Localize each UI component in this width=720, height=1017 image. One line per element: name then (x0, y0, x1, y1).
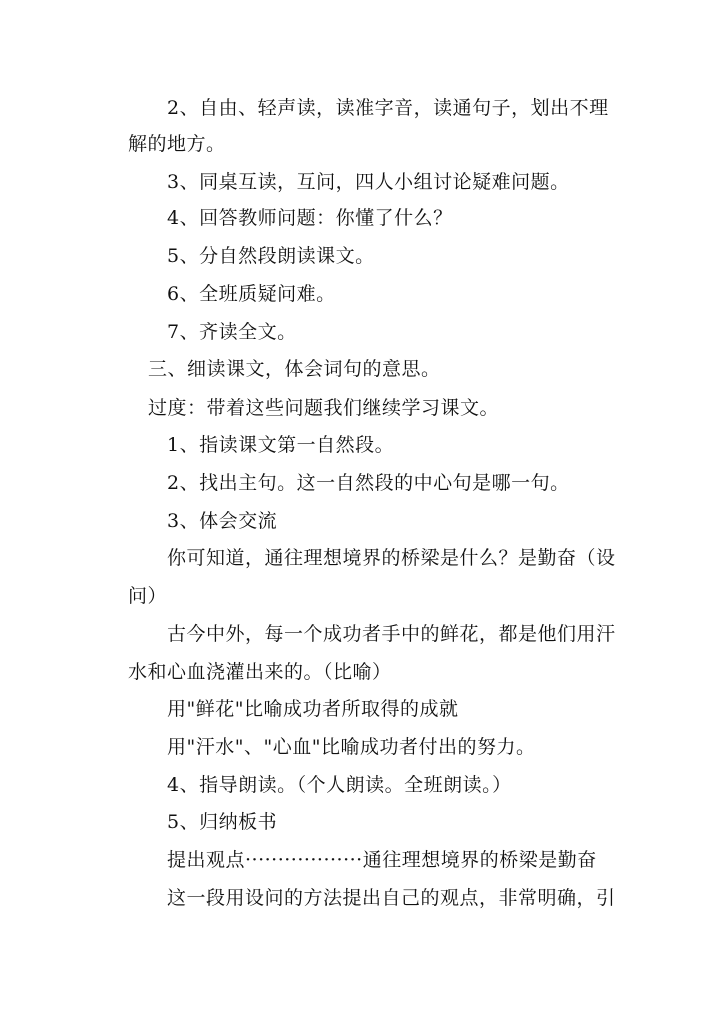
step-2-line-2: 解的地方。 (128, 133, 226, 155)
step-4-line: 4、回答教师问题：你懂了什么？ (167, 207, 453, 229)
metaphor-line-2: 水和心血浇灌出来的。（比喻） (128, 661, 392, 683)
question-line-2: 问） (128, 585, 168, 607)
step-7-line: 7、齐读全文。 (167, 321, 297, 343)
step-6-line: 6、全班质疑问难。 (167, 283, 336, 305)
step-5-line: 5、分自然段朗读课文。 (167, 245, 375, 267)
transition-line: 过度：带着这些问题我们继续学习课文。 (148, 397, 500, 419)
sweat-metaphor-line: 用"汗水"、"心血"比喻成功者付出的努力。 (167, 736, 536, 758)
metaphor-line-1: 古今中外，每一个成功者手中的鲜花，都是他们用汗 (167, 623, 616, 645)
question-line-1: 你可知道，通往理想境界的桥梁是什么？是勤奋（设 (167, 547, 616, 569)
step-2-line-1: 2、自由、轻声读，读准字音，读通句子，划出不理 (167, 97, 609, 119)
section-heading-3: 三、细读课文，体会词句的意思。 (148, 358, 441, 380)
substep-2-line: 2、找出主句。这一自然段的中心句是哪一句。 (167, 472, 570, 494)
flower-metaphor-line: 用"鲜花"比喻成功者所取得的成就 (167, 698, 459, 720)
substep-5-line: 5、归纳板书 (167, 811, 278, 833)
step-3-line: 3、同桌互读，互问，四人小组讨论疑难问题。 (167, 171, 570, 193)
substep-4-line: 4、指导朗读。（个人朗读。全班朗读。） (167, 774, 512, 796)
substep-1-line: 1、指读课文第一自然段。 (167, 434, 395, 456)
substep-3-line: 3、体会交流 (167, 510, 278, 532)
closing-line: 这一段用设问的方法提出自己的观点，非常明确，引 (167, 887, 616, 909)
board-summary-line: 提出观点··················通往理想境界的桥梁是勤奋 (167, 849, 597, 871)
